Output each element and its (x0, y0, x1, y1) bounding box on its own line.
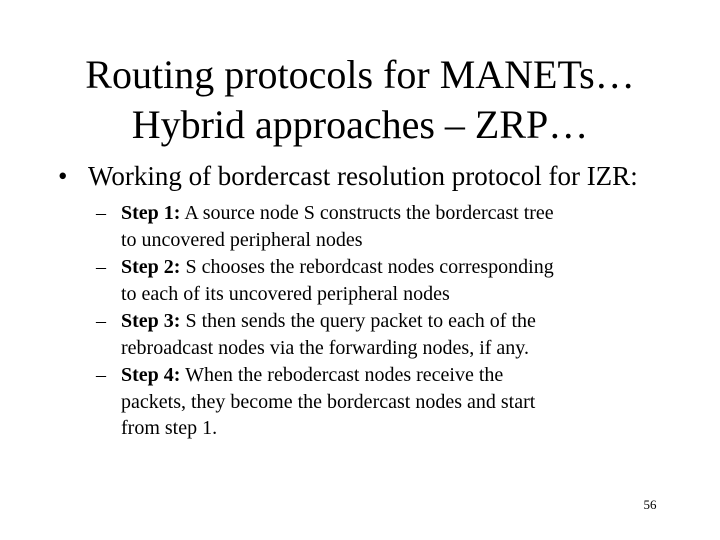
title-line-2: Hybrid approaches – ZRP… (131, 102, 589, 147)
step-4-line-2: packets, they become the bordercast nodes and start (121, 390, 536, 413)
step-item-4 (96, 362, 676, 442)
bullet-text: Working of bordercast resolution protocol for IZR: (88, 161, 638, 191)
step-list (96, 200, 676, 443)
step-4-line-1 (121, 362, 676, 389)
page-number: 56 (643, 497, 657, 512)
dash-marker: – (96, 364, 106, 386)
step-2-text: S chooses the rebordcast nodes corresponding (180, 256, 554, 278)
slide-title (0, 50, 720, 150)
step-3-line-2: rebroadcast nodes via the forwarding nodes, if any. (121, 336, 530, 359)
step-2-line-2: to each of its uncovered peripheral nodes (121, 282, 450, 305)
main-bullet (58, 160, 698, 192)
step-1-text: A source node S constructs the bordercast tree (180, 202, 554, 224)
step-1-label: Step 1: (121, 202, 181, 224)
step-item-3 (96, 308, 676, 361)
step-3-label: Step 3: (121, 310, 181, 332)
dash-marker: – (96, 256, 106, 278)
step-4-label: Step 4: (121, 364, 181, 386)
step-item-1 (96, 200, 676, 253)
title-line-1: Routing protocols for MANETs… (85, 52, 635, 97)
step-3-text: S then sends the query packet to each of the (180, 310, 536, 332)
dash-marker: – (96, 202, 106, 224)
step-2-label: Step 2: (121, 256, 181, 278)
step-4-line-3: from step 1. (121, 417, 218, 439)
step-item-2 (96, 254, 676, 307)
step-3-line-1 (121, 308, 676, 335)
step-1-line-1 (121, 200, 676, 227)
dash-marker: – (96, 310, 106, 332)
step-1-line-2: to uncovered peripheral nodes (121, 228, 363, 251)
bullet-marker: • (58, 161, 68, 191)
step-2-line-1 (121, 254, 676, 281)
step-4-text: When the rebodercast nodes receive the (180, 364, 504, 386)
